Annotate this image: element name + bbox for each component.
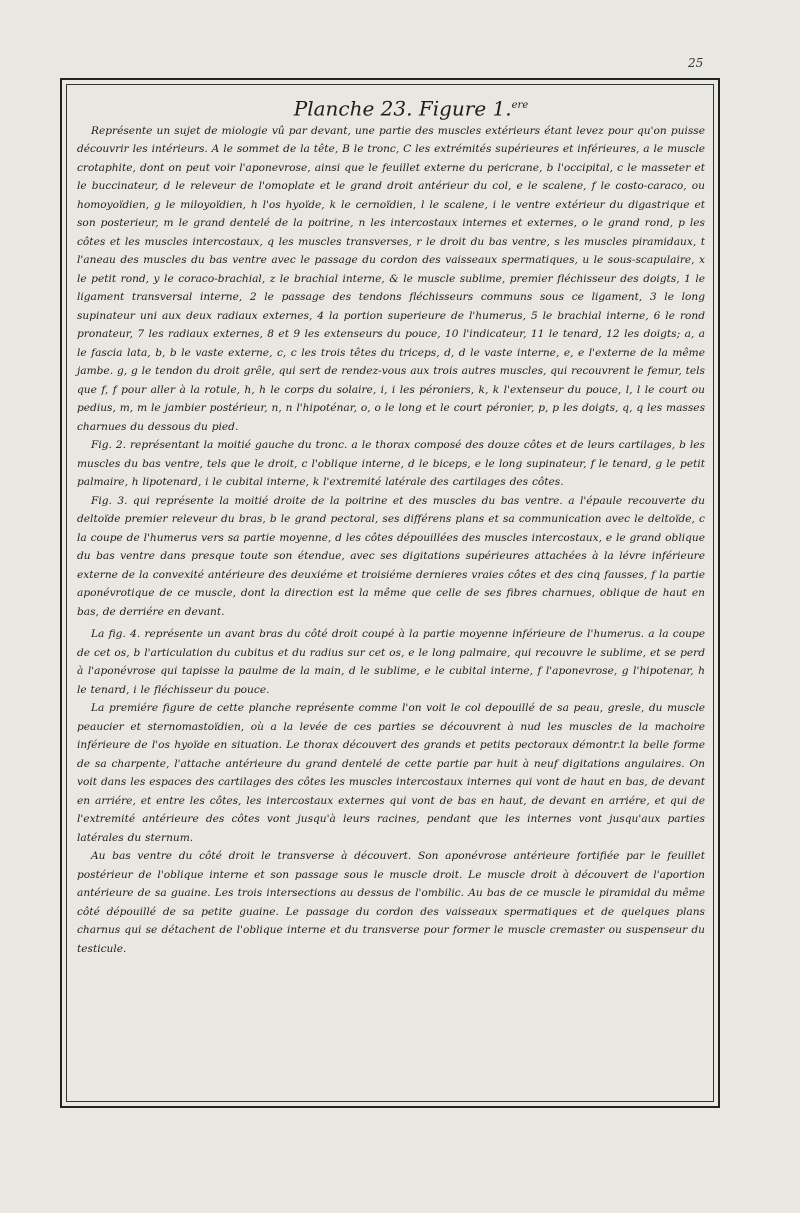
paragraph-abdomen: Au bas ventre du côté droit le transverse à découvert. Son aponévrose antérieure fortifiée par le feuillet postérieur de l'oblique interne et son passage sous le muscle droit. Le muscle droit à découvert de l'aportion antérieure de sa guaine. Les trois intersections au dessus de l'ombilic. Au bas de ce muscle le piramidal du même côté dépouillé de sa petite guaine. Le passage du cordon des vaisseaux spermatiques et de quelques plans charnus qui se détachent de l'oblique interne et du transverse pour former le muscle cremaster ou suspenseur du testicule. <box>77 850 705 955</box>
paragraph-figure-4: La fig. 4. représente un avant bras du côté droit coupé à la partie moyenne inférieure de l'humerus. a la coupe de cet os, b l'articulation du cubitus et du radius sur cet os, e le long palmaire, qui recouvre le sublime, et se perd à l'aponévrose qui tapisse la paulme de la main, d le sublime, e le cubital interne, f l'aponevrose, g l'hipotenar, h le tenard, i le fléchisseur du pouce. <box>77 628 705 696</box>
plate-text-frame <box>66 84 714 1102</box>
paragraph-figure-3: Fig. 3. qui représente la moitié droite de la poitrine et des muscles du bas ventre. a l'épaule recouverte du deltoïde premier releveur du bras, b le grand pectoral, ses différens plans et sa communication avec le deltoïde, c la coupe de l'humerus vers sa partie moyenne, d les côtes dépouillées des muscles intercostaux, e le grand oblique du bas ventre dans presque toute son étendue, avec ses digitations supérieures attachées à la lévre inférieure externe de la convexité antérieure des deuxiéme et troisiéme dernieres vraies côtes et des cinq fausses, f la partie aponévrotique de ce muscle, dont la direction est la même que celle de ses fibres charnues, oblique de haut en bas, de derriére en devant. <box>77 494 705 618</box>
plate-title-sup: ere <box>511 100 529 111</box>
paragraph-figure-1: Représente un sujet de miologie vû par devant, une partie des muscles extérieurs étant levez pour qu'on puisse découvrir les intérieurs. A le sommet de la tête, B le tronc, C les extrémités supérieures et inférieures, a le muscle crotaphite, dont on peut voir l'aponevrose, ainsi que le feuillet externe du pericrane, b l'occipital, c le masseter et le buccinateur, d le releveur de l'omoplate et le grand droit antérieur du col, e le scalene, f le costo-caraco, ou homoyoïdien, g le miloyoïdien, h l'os hyoïde, k le cernoïdien, l le scalene, i le ventre extérieur du digastrique et son posterieur, m le grand dentelé de la poitrine, n les intercostaux internes et externes, o le grand rond, p les côtes et les muscles intercostaux, q les muscles transverses, r le droit du bas ventre, s les muscles piramidaux, t l'aneau des muscles du bas ventre avec le passage du cordon des vaisseaux spermatiques, u le sous-scapulaire, x le petit rond, y le coraco-brachial, z le brachial interne, & le muscle sublime, premier fléchisseur des doigts, 1 le ligament transversal interne, 2 le passage des tendons fléchisseurs communs sous ce ligament, 3 le long supinateur uni aux deux radiaux externes, 4 la portion superieure de l'humerus, 5 le brachial interne, 6 le rond pronateur, 7 les radiaux externes, 8 et 9 les extenseurs du pouce, 10 l'indicateur, 11 le tenard, 12 les doigts; a, a le fascia lata, b, b le vaste externe, c, c les trois têtes du triceps, d, d le vaste interne, e, e l'externe de la même jambe. g, g le tendon du droit grêle, qui sert de rendez-vous aux trois autres muscles, qui recouvrent le femur, tels que f, f pour aller à la rotule, h, h le corps du solaire, i, i les péroniers, k, k l'extenseur du pouce, l, l le court ou pedius, m, m le jambier postérieur, n, n l'hipoténar, o, o le long et le court péronier, p, p les doigts, q, q les masses charnues du dessous du pied. <box>77 124 705 433</box>
plate-title <box>117 95 705 120</box>
plate-description <box>77 122 705 959</box>
plate-title-text: Planche 23. Figure 1. <box>293 96 512 121</box>
paragraph-general-description: La premiére figure de cette planche représente comme l'on voit le col depouillé de sa peau, gresle, du muscle peaucier et sternomastoïdien, où a la levée de ces parties se découvrent à nud les muscles de la machoire inférieure de l'os hyoïde en situation. Le thorax découvert des grands et petits pectoraux démontr.t la belle forme de sa charpente, l'attache antérieure du grand dentelé de cette partie par huit à neuf digitations angulaires. On voit dans les espaces des cartilages des côtes les muscles intercostaux internes qui vont de haut en bas, de devant en arriére, et entre les côtes, les intercostaux externes qui vont de bas en haut, de devant en arriére, et qui de l'extremité antérieure des côtes vont jusqu'à leurs racines, pendant que les internes vont jusqu'aux parties latérales du sternum. <box>77 702 705 844</box>
paragraph-figure-2: Fig. 2. représentant la moitié gauche du tronc. a le thorax composé des douze côtes et de leurs cartilages, b les muscles du bas ventre, tels que le droit, c l'oblique interne, d le biceps, e le long supinateur, f le tenard, g le petit palmaire, h lipotenard, i le cubital interne, k l'extremité latérale des cartilages des côtes. <box>77 439 705 489</box>
page-number: 25 <box>688 56 704 70</box>
